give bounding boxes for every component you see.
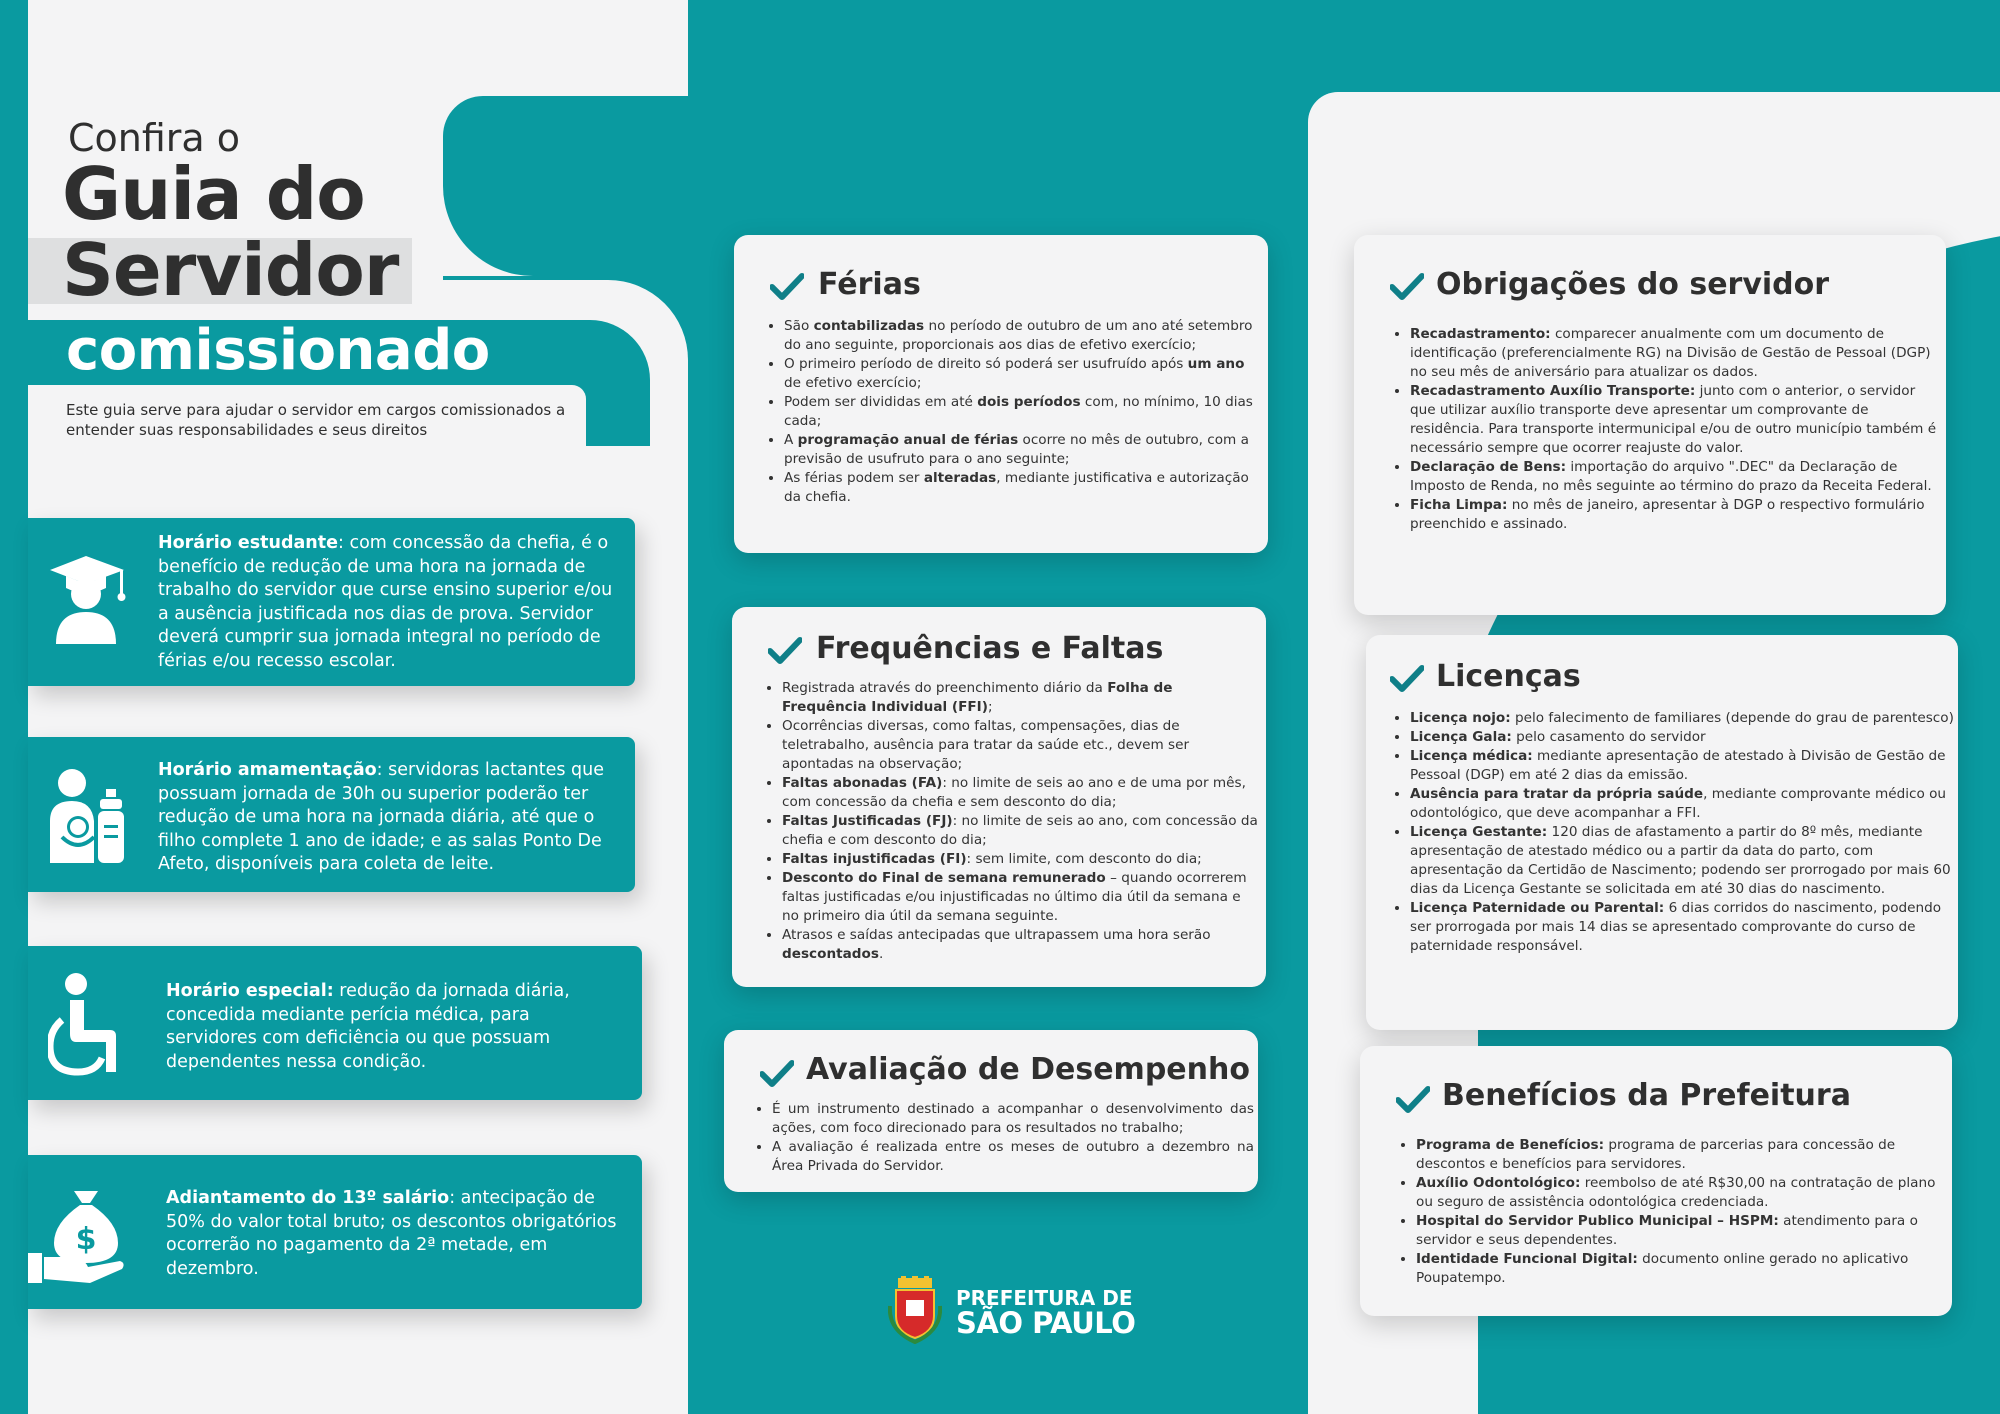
- check-icon: [770, 273, 804, 301]
- list-item-term: contabilizadas: [813, 318, 925, 334]
- card-title: Benefícios da Prefeitura: [1442, 1078, 1851, 1113]
- list-item-text: , mediante comprovante médico ou odontológico, que deve acompanhar a FFI.: [1410, 786, 1947, 821]
- panel-body: : com concessão da chefia, é o benefício de redução de uma hora na jornada de trabalho do servidor que curse ensino superior e/ou a ausência justificada nos dias de prova. Servidor deverá cumprir sua jornada integral no período de férias e/ou recesso escolar.: [158, 533, 613, 671]
- list-item: [1416, 1250, 1946, 1288]
- list-item: [1416, 1174, 1946, 1212]
- list-item-text: documento online gerado no aplicativo Poupatempo.: [1416, 1251, 1909, 1286]
- card-list: [1388, 709, 1958, 956]
- list-item-term: Ficha Limpa:: [1410, 497, 1508, 513]
- list-item-text: mediante apresentação de atestado à Divisão de Gestão de Pessoal (DGP) em até 2 dias da emissão.: [1410, 748, 1946, 783]
- panel-text: [166, 980, 618, 1074]
- title-comissionado: comissionado: [66, 318, 490, 383]
- list-item: [784, 355, 1260, 393]
- check-icon: [1390, 273, 1424, 301]
- check-icon: [1396, 1086, 1430, 1114]
- list-item-term: Hospital do Servidor Publico Municipal – HSPM:: [1416, 1213, 1779, 1229]
- list-item-text: ;: [987, 699, 993, 715]
- check-icon: [768, 637, 802, 665]
- list-item-text: no mês de janeiro, apresentar à DGP o respectivo formulário preenchido e assinado.: [1410, 497, 1925, 532]
- list-item: [1410, 709, 1958, 728]
- list-item: [1410, 899, 1958, 956]
- wheelchair-icon: [48, 972, 128, 1076]
- money-bag-hand-icon: [28, 1187, 126, 1285]
- list-item-text: comparecer anualmente com um documento de identificação (preferencialmente RG) na Divisão de Gestão de Pessoal (DGP) no seu mês de aniversário para atualizar os dados.: [1410, 326, 1931, 380]
- card-list: [1388, 325, 1942, 534]
- list-item-term: Licença Paternidade ou Parental:: [1410, 900, 1665, 916]
- list-item: [1410, 496, 1942, 534]
- panel-label: Adiantamento do 13º salário: [166, 1188, 450, 1208]
- list-item-term: um ano: [1187, 356, 1245, 372]
- panel-text: [166, 1187, 626, 1281]
- list-item: [782, 926, 1260, 964]
- list-item: [784, 393, 1260, 431]
- list-item-text: Registrada através do preenchimento diário da: [782, 680, 1108, 696]
- list-item-text: com, no mínimo, 10 dias cada;: [784, 394, 1253, 429]
- list-item-text: junto com o anterior, o servidor que utilizar auxílio transporte deve apresentar um comprovante de residência. Para transporte intermunicipal e/ou de outro município também é necessário sempre que ocorrer reajuste do valor.: [1410, 383, 1937, 456]
- list-item-text: A avaliação é realizada entre os meses de outubro a dezembro na Área Privada do Servidor.: [772, 1139, 1254, 1174]
- card-list: [762, 317, 1260, 507]
- card-list: [1394, 1136, 1946, 1288]
- card-avaliacao: [724, 1030, 1258, 1192]
- list-item-term: Licença Gestante:: [1410, 824, 1548, 840]
- logo-line2: SÃO PAULO: [956, 1306, 1136, 1340]
- card-title: Licenças: [1436, 659, 1581, 694]
- card-licencas: [1366, 635, 1958, 1030]
- list-item: [782, 812, 1260, 850]
- card-title: Frequências e Faltas: [816, 631, 1164, 666]
- panel-body: redução da jornada diária, concedida mediante perícia médica, para servidores com deficiência ou que possuam dependentes nessa condição.: [166, 981, 570, 1072]
- card-list: [750, 1100, 1254, 1176]
- list-item-text: São: [784, 318, 814, 334]
- list-item-text: 120 dias de afastamento a partir do 8º mês, mediante apresentação de atestado médico ou a partir da data do parto, com apresentação da Certidão de Nascimento; podendo ser prorrogado por mais 60 dias da Licença Gestante se solicitada em até 30 dias do nascimento.: [1410, 824, 1951, 897]
- list-item: [1410, 823, 1958, 899]
- list-item: [1416, 1212, 1946, 1250]
- list-item-text: atendimento para o servidor e seus dependentes.: [1416, 1213, 1918, 1248]
- list-item: [782, 679, 1260, 717]
- card-frequencias: [732, 607, 1266, 987]
- list-item-term: dois períodos: [977, 394, 1081, 410]
- list-item-text: importação do arquivo ".DEC" da Declaração de Imposto de Renda, no mês seguinte ao término do prazo da Receita Federal.: [1410, 459, 1932, 494]
- list-item: [772, 1138, 1254, 1176]
- panel-label: Horário amamentação: [158, 760, 377, 780]
- list-item: [1410, 382, 1942, 458]
- graduate-icon: [50, 554, 126, 644]
- list-item-text: pelo falecimento de familiares (depende do grau de parentesco): [1510, 710, 1954, 726]
- list-item-text: de efetivo exercício;: [784, 375, 922, 391]
- panel-body: : antecipação de 50% do valor total bruto; os descontos obrigatórios ocorrerão no pagamento da 2ª metade, em dezembro.: [166, 1188, 617, 1279]
- panel-label: Horário especial:: [166, 981, 334, 1001]
- list-item-text: Podem ser divididas em até: [784, 394, 978, 410]
- subtitle: Este guia serve para ajudar o servidor em cargos comissionados a entender suas responsabilidades e seus direitos: [66, 401, 566, 439]
- card-title: Obrigações do servidor: [1436, 267, 1830, 302]
- list-item-term: Declaração de Bens:: [1410, 459, 1567, 475]
- breastfeeding-icon: [48, 767, 128, 865]
- list-item: [782, 774, 1260, 812]
- list-item-text: no período de outubro de um ano até setembro do ano seguinte, proporcionais aos dias de efetivo exercício;: [784, 318, 1253, 353]
- list-item-text: As férias podem ser: [784, 470, 924, 486]
- list-item: [782, 869, 1260, 926]
- list-item-term: programação anual de férias: [797, 432, 1019, 448]
- list-item-term: Faltas injustificadas (FI): [782, 851, 967, 867]
- list-item-text: A: [784, 432, 798, 448]
- list-item-term: Recadastramento:: [1410, 326, 1551, 342]
- list-item-term: alteradas: [923, 470, 997, 486]
- list-item-term: Programa de Benefícios:: [1416, 1137, 1605, 1153]
- list-item: [772, 1100, 1254, 1138]
- list-item-text: : no limite de seis ao ano e de uma por mês, com concessão da chefia e sem desconto do dia;: [782, 775, 1246, 810]
- list-item-text: O primeiro período de direito só poderá ser usufruído após: [784, 356, 1188, 372]
- panel-horario-estudante: [28, 518, 635, 686]
- check-icon: [1390, 665, 1424, 693]
- svg-text:$: $: [75, 1222, 97, 1257]
- sao-paulo-coat-of-arms-icon: [888, 1276, 942, 1344]
- list-item-term: Licença médica:: [1410, 748, 1533, 764]
- panel-label: Horário estudante: [158, 533, 338, 553]
- title-servidor: Servidor: [62, 228, 399, 312]
- list-item-text: – quando ocorrerem faltas justificadas e/ou injustificadas no último dia útil da semana e no primeiro dia útil da semana seguinte.: [782, 870, 1247, 924]
- list-item-text: ocorre no mês de outubro, com a previsão de usufruto para o ano seguinte;: [784, 432, 1249, 467]
- list-item: [784, 469, 1260, 507]
- list-item-term: Identidade Funcional Digital:: [1416, 1251, 1638, 1267]
- list-item: [1416, 1136, 1946, 1174]
- list-item-term: Licença nojo:: [1410, 710, 1511, 726]
- list-item-term: descontados: [782, 946, 879, 962]
- list-item-term: Faltas abonadas (FA): [782, 775, 943, 791]
- list-item: [784, 431, 1260, 469]
- title-guide: Guia do: [62, 152, 365, 236]
- card-title: Avaliação de Desempenho: [806, 1052, 1250, 1087]
- card-ferias: [734, 235, 1268, 553]
- list-item: [1410, 458, 1942, 496]
- title-intro: Confira o: [68, 116, 241, 160]
- panel-horario-especial: [28, 946, 642, 1100]
- logo-line1: PREFEITURA DE: [956, 1286, 1133, 1310]
- list-item-text: pelo casamento do servidor: [1511, 729, 1706, 745]
- card-title: Férias: [818, 267, 921, 302]
- list-item: [784, 317, 1260, 355]
- list-item: [782, 850, 1260, 869]
- list-item-term: Auxílio Odontológico:: [1416, 1175, 1581, 1191]
- list-item-text: 6 dias corridos do nascimento, podendo ser prorrogada por mais 14 dias se apresentado comprovante do curso de paternidade responsável.: [1410, 900, 1942, 954]
- list-item-term: Licença Gala:: [1410, 729, 1512, 745]
- card-list: [760, 679, 1260, 964]
- check-icon: [760, 1060, 794, 1088]
- list-item-text: Atrasos e saídas antecipadas que ultrapassem uma hora serão: [782, 927, 1211, 943]
- list-item-text: Ocorrências diversas, como faltas, compensações, dias de teletrabalho, ausência para tratar da saúde etc., devem ser apontadas na observação;: [782, 718, 1190, 772]
- list-item: [1410, 728, 1958, 747]
- panel-body: : servidoras lactantes que possuam jornada de 30h ou superior poderão ter redução de uma hora na jornada diária, até que o filho complete 1 ano de idade; e as salas Ponto De Afeto, disponíveis para coleta de leite.: [158, 760, 604, 874]
- card-beneficios: [1360, 1046, 1952, 1316]
- panel-adiantamento-13: [28, 1155, 642, 1309]
- panel-text: [158, 532, 620, 673]
- list-item-text: reembolso de até R$30,00 na contratação de plano ou seguro de assistência odontológica credenciada.: [1416, 1175, 1936, 1210]
- list-item-term: Desconto do Final de semana remunerado: [782, 870, 1106, 886]
- list-item-text: : sem limite, com desconto do dia;: [966, 851, 1202, 867]
- list-item: [1410, 747, 1958, 785]
- list-item-text: .: [878, 946, 884, 962]
- list-item: [782, 717, 1260, 774]
- list-item: [1410, 785, 1958, 823]
- list-item-text: programa de parcerias para concessão de descontos e benefícios para servidores.: [1416, 1137, 1896, 1172]
- panel-horario-amamentacao: [28, 737, 635, 892]
- list-item-text: , mediante justificativa e autorização da chefia.: [784, 470, 1249, 505]
- list-item-text: É um instrumento destinado a acompanhar o desenvolvimento das ações, com foco direcionado para os resultados no trabalho;: [772, 1101, 1254, 1136]
- panel-text: [158, 759, 620, 877]
- list-item-text: : no limite de seis ao ano, com concessão da chefia e com desconto do dia;: [782, 813, 1258, 848]
- list-item-term: Faltas Justificadas (FJ): [782, 813, 953, 829]
- list-item-term: Folha de Frequência Individual (FFI): [782, 680, 1173, 715]
- list-item: [1410, 325, 1942, 382]
- list-item-term: Recadastramento Auxílio Transporte:: [1410, 383, 1696, 399]
- card-obrigacoes: [1354, 235, 1946, 615]
- list-item-term: Ausência para tratar da própria saúde: [1410, 786, 1704, 802]
